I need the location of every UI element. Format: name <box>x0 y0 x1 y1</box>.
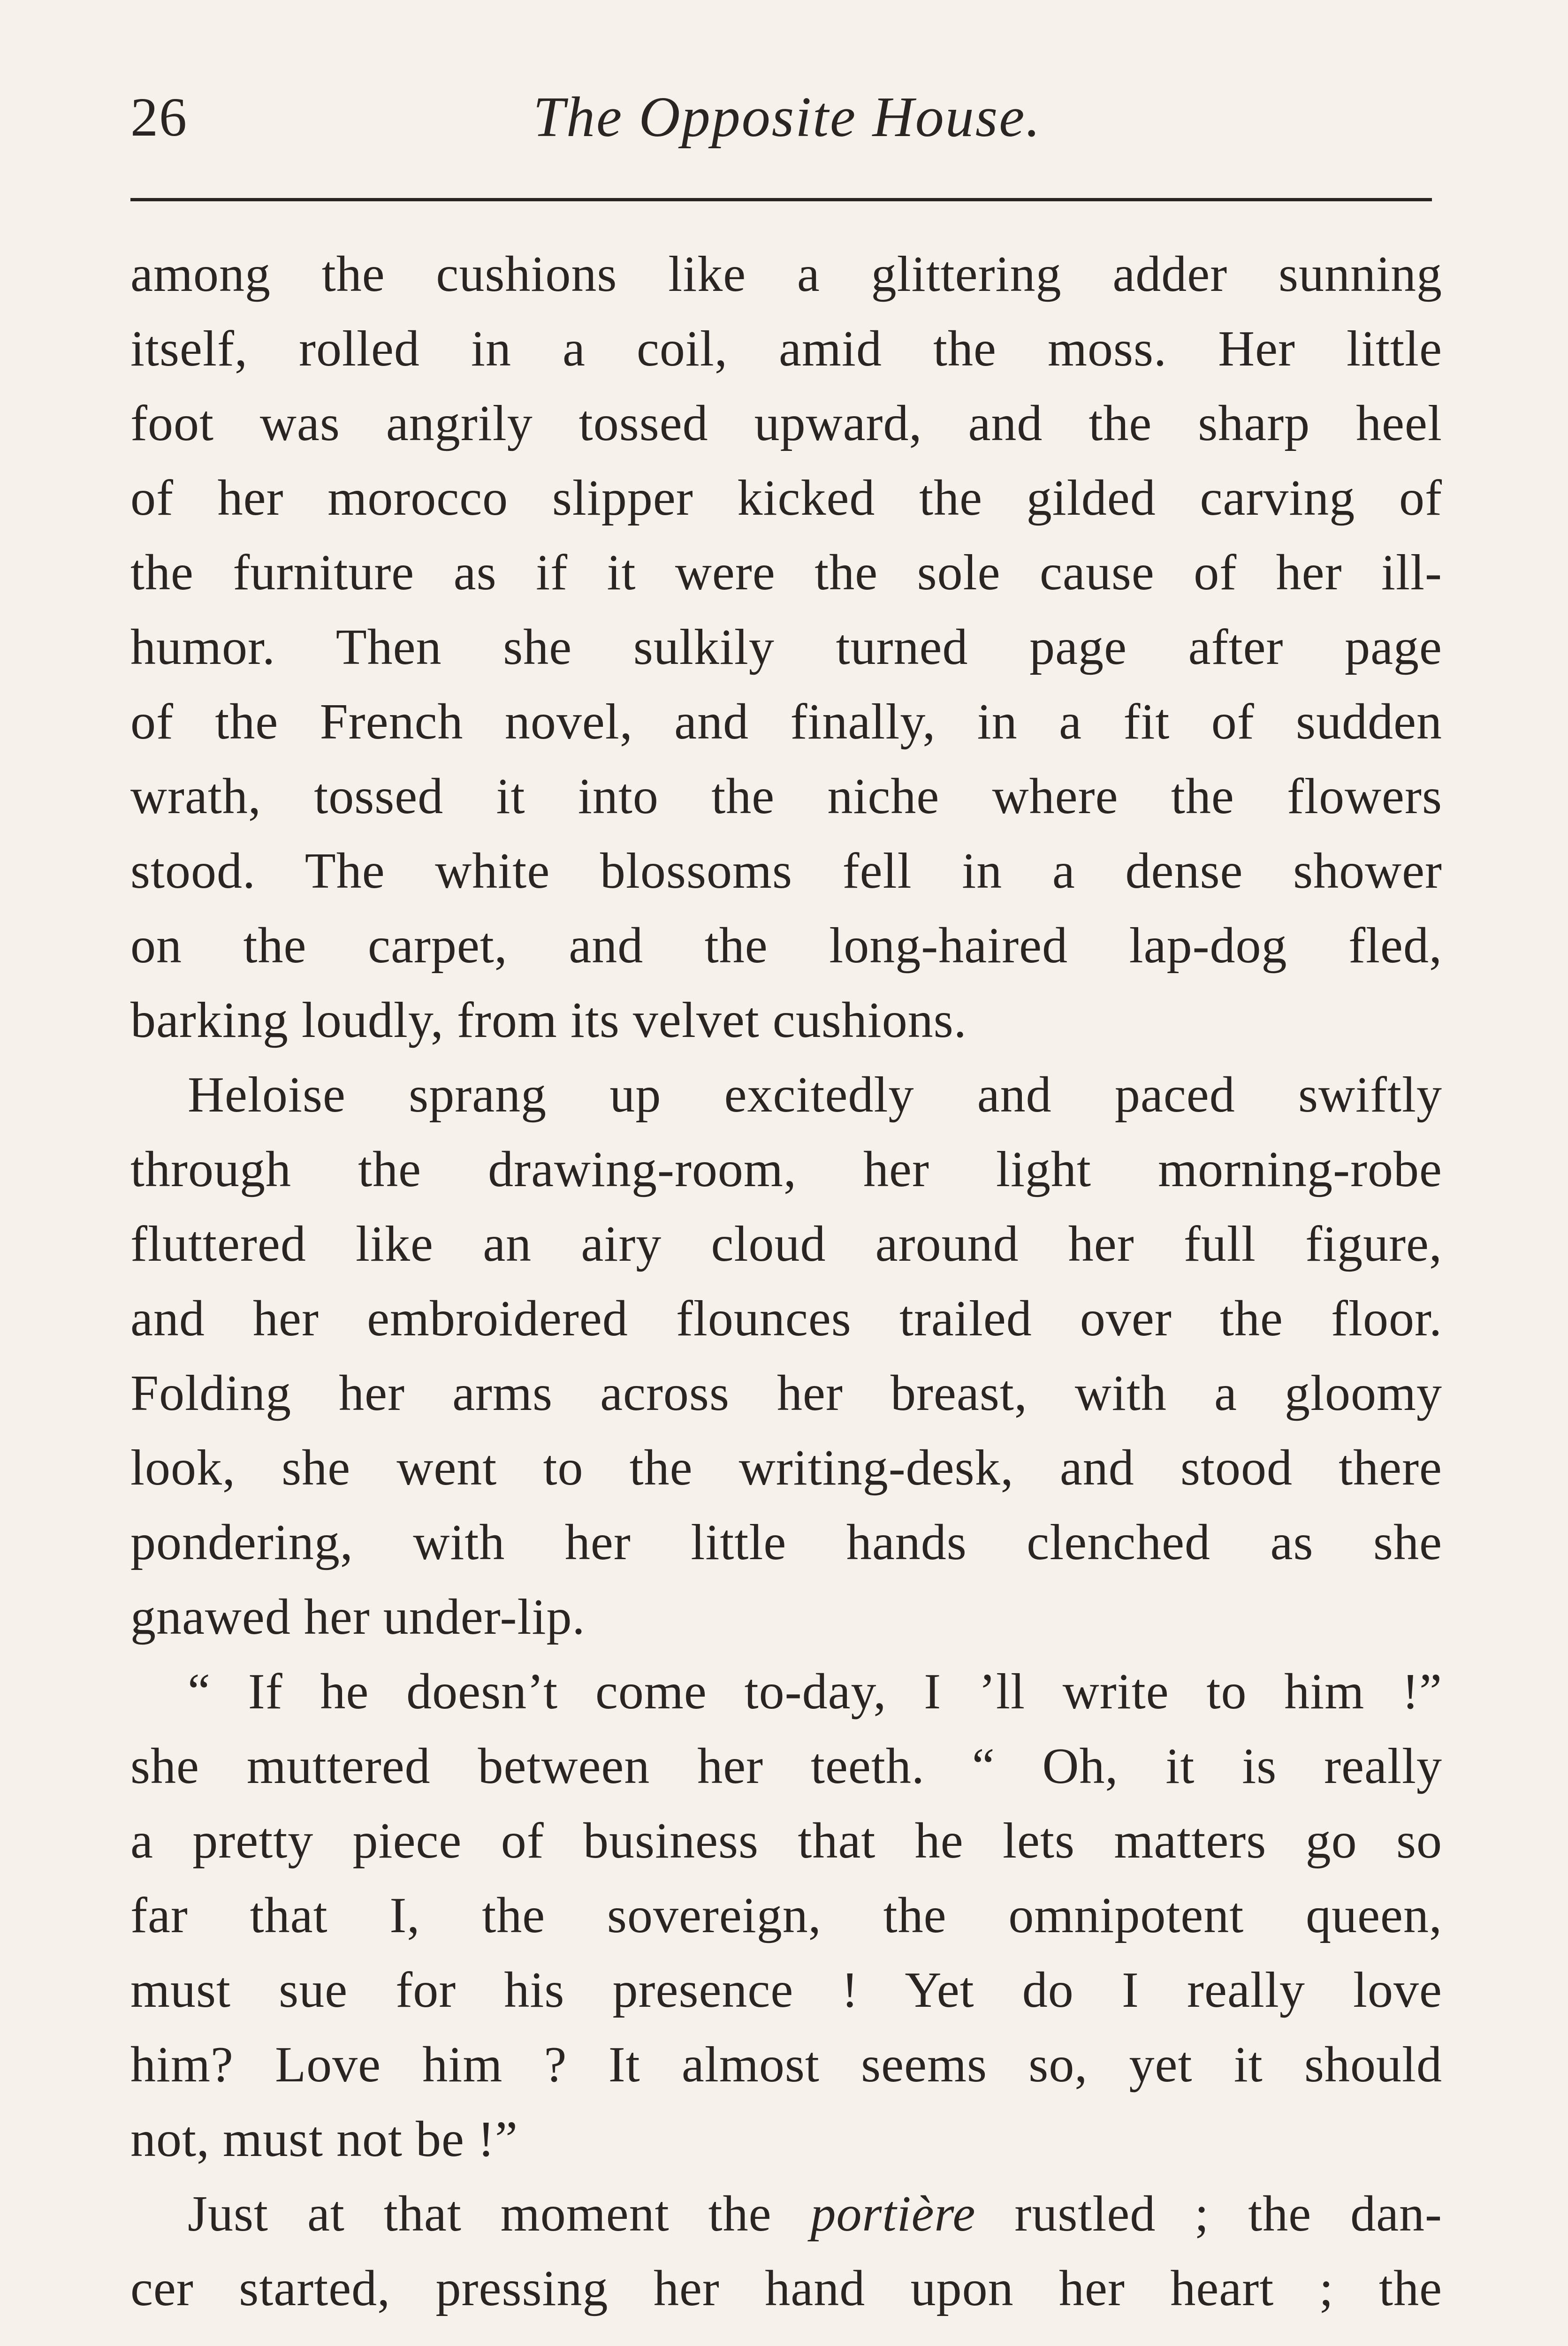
header-rule <box>130 198 1432 201</box>
text-line: him? Love him ? It almost seems so, yet it should <box>130 2037 1442 2093</box>
text-line: among the cushions like a glittering adder sunning <box>130 246 1442 302</box>
text-line: humor. Then she sulkily turned page after page <box>130 619 1442 675</box>
page-header <box>130 80 1444 155</box>
paragraph-start-line: Heloise sprang up excitedly and paced swiftly <box>188 1067 1442 1123</box>
text-line: a pretty piece of business that he lets matters go so <box>130 1813 1442 1869</box>
running-title: The Opposite House. <box>533 85 1042 149</box>
text-line: look, she went to the writing-desk, and stood there <box>130 1440 1442 1496</box>
paragraph-end-line: barking loudly, from its velvet cushions. <box>130 992 967 1048</box>
text-line: Folding her arms across her breast, with a gloomy <box>130 1365 1442 1421</box>
text-line: far that I, the sovereign, the omnipotent queen, <box>130 1888 1442 1943</box>
body-text <box>130 237 1442 2326</box>
text-line: cer started, pressing her hand upon her heart ; the <box>130 2261 1442 2316</box>
text-line: on the carpet, and the long-haired lap-dog fled, <box>130 918 1442 974</box>
text-line: she muttered between her teeth. “ Oh, it is really <box>130 1738 1442 1794</box>
paragraph-start-line: “ If he doesn’t come to-day, I ’ll write to him !” <box>188 1664 1442 1720</box>
paragraph-start-line <box>130 2177 1442 2251</box>
text-line: of her morocco slipper kicked the gilded carving of <box>130 470 1442 526</box>
text-line: stood. The white blossoms fell in a dense shower <box>130 843 1442 899</box>
italic-word: portière <box>810 2186 976 2242</box>
text-line: of the French novel, and finally, in a fit of sudden <box>130 694 1442 750</box>
line-text: rustled ; the dan- <box>1014 2186 1442 2242</box>
text-line: fluttered like an airy cloud around her full figure, <box>130 1216 1442 1272</box>
line-text: Just at that moment the <box>188 2186 772 2242</box>
paragraph-end-line: gnawed her under-lip. <box>130 1589 586 1645</box>
text-line: wrath, tossed it into the niche where the flowers <box>130 769 1442 824</box>
page-number: 26 <box>130 86 188 148</box>
text-line: foot was angrily tossed upward, and the sharp heel <box>130 396 1442 451</box>
text-line: the furniture as if it were the sole cause of her ill- <box>130 545 1442 601</box>
text-line: through the drawing-room, her light morning-robe <box>130 1142 1442 1197</box>
paragraph-end-line: not, must not be !” <box>130 2111 518 2167</box>
text-line: and her embroidered flounces trailed over the floor. <box>130 1291 1442 1347</box>
text-line: must sue for his presence ! Yet do I really love <box>130 1962 1442 2018</box>
text-line: itself, rolled in a coil, amid the moss. Her little <box>130 321 1442 377</box>
text-line: pondering, with her little hands clenched as she <box>130 1515 1442 1570</box>
